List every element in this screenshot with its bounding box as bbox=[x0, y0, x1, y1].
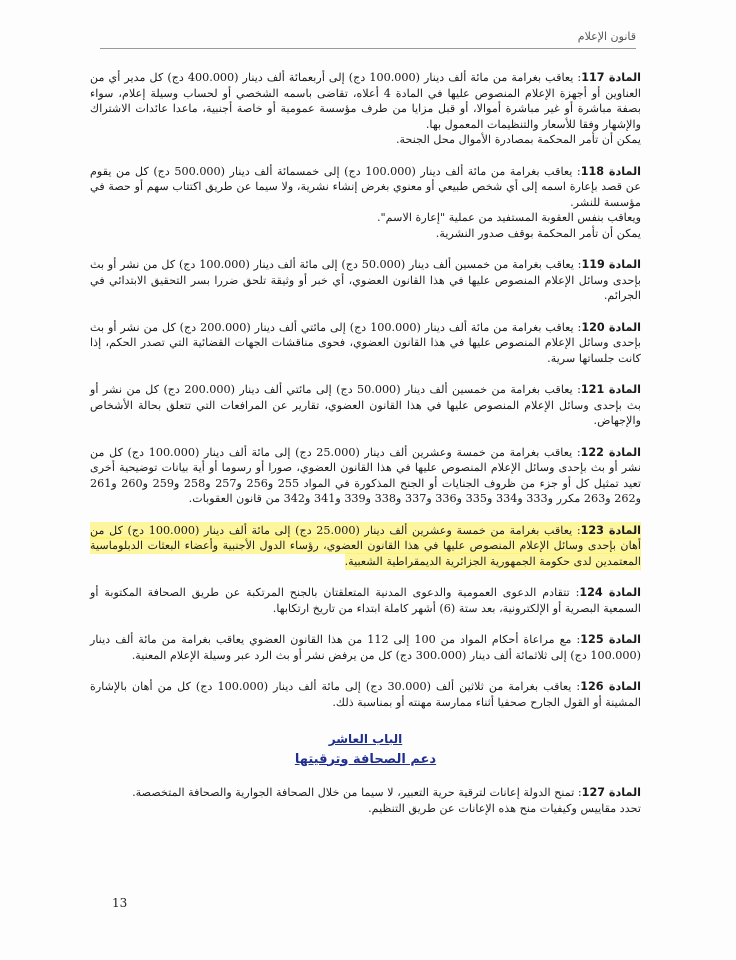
article-text: : يعاقب بغرامة من مائة ألف دينار (100.000 دج) إلى خمسمائة ألف دينار (500.000 دج) كل من يقوم عن قصد بإعارة اسمه إلى أي شخص طبيعي أو معنوي بغرض إنشاء نشرية، ولا سيما عن طريق اكتتاب سهم أو حصة في مؤسسة للنشر. bbox=[90, 164, 641, 209]
page-header bbox=[100, 28, 636, 49]
article-note: يمكن أن تأمر المحكمة بمصادرة الأموال محل الجنحة. bbox=[395, 133, 641, 146]
article-text: : يعاقب بغرامة من خمسين ألف دينار (50.000 دج) إلى مائة ألف دينار (100.000 دج) كل من نشر أو بث بإحدى وسائل الإعلام المنصوص عليها في هذا القانون العضوي، أي خبر أو وثيقة تلحق ضررا بسر التحقيق الابتدائي في الجرائم. bbox=[90, 258, 641, 302]
article-text: : يعاقب بغرامة من خمسة وعشرين ألف دينار (25.000 دج) إلى مائة ألف دينار (100.000 دج) كل من نشر أو بث بإحدى وسائل الإعلام المنصوص عليها في هذا القانون العضوي، صورا أو رسوما أو أية بيانات توضيحية أخرى تعيد تمثيل كل أو جزء من ظروف الجنايات أو الجنح المذكورة في المواد 255 و256 و257 و258 و259 و260 و261 و262 و263 مكرر و333 و334 و335 و336 و337 و338 و339 و341 و342 من قانون العقوبات. bbox=[90, 445, 641, 505]
article-label: المادة 125 bbox=[580, 633, 641, 646]
highlighted-text bbox=[90, 522, 641, 570]
header-title: قانون الإعلام bbox=[577, 30, 636, 43]
article-label: المادة 120 bbox=[581, 320, 642, 334]
article-119 bbox=[90, 257, 641, 304]
page-number: 13 bbox=[112, 896, 128, 910]
article-label: المادة 123 bbox=[580, 523, 641, 537]
chapter-title: دعم الصحافة وترقيتها bbox=[294, 751, 437, 767]
article-117 bbox=[90, 70, 641, 148]
article-126 bbox=[90, 679, 641, 710]
article-120 bbox=[90, 320, 641, 367]
article-text: : يعاقب بغرامة من مائة ألف دينار (100.000 دج) إلى مائتي ألف دينار (200.000 دج) كل من نشر أو بث بإحدى وسائل الإعلام المنصوص عليها في هذا القانون العضوي، فحوى مناقشات الجهات القضائية التي تصدر الحكم، إذا كانت جلساتها سرية. bbox=[90, 320, 641, 365]
article-125 bbox=[90, 632, 641, 663]
article-123 bbox=[90, 523, 641, 570]
article-127 bbox=[90, 785, 641, 816]
article-label: المادة 124 bbox=[579, 586, 641, 599]
article-118 bbox=[90, 164, 641, 242]
article-label: المادة 119 bbox=[581, 258, 641, 271]
chapter-number: الباب العاشر bbox=[328, 732, 403, 746]
page-content bbox=[90, 70, 641, 832]
article-text: : يعاقب بغرامة من خمسين ألف دينار (50.000 دج) إلى مائتي ألف دينار (200.000 دج) كل من نشر أو بث بإحدى وسائل الإعلام المنصوص عليها في هذا القانون العضوي، تقارير عن المرافعات التي تتعلق بحالة الأشخاص والإجهاض. bbox=[90, 383, 641, 427]
article-text: : يعاقب بغرامة من خمسة وعشرين ألف دينار (25.000 دج) إلى مائة ألف دينار (100.000 دج) كل من أهان بإحدى وسائل الإعلام المنصوص عليها في هذا القانون العضوي، رؤساء الدول الأجنبية وأعضاء البعثات الدبلوماسية المعتمدين لدى حكومة الجمهورية الجزائرية الديمقراطية الشعبية. bbox=[90, 523, 641, 568]
article-122 bbox=[90, 445, 641, 507]
article-label: المادة 127 bbox=[581, 786, 641, 799]
article-label: المادة 121 bbox=[580, 383, 641, 396]
article-label: المادة 126 bbox=[580, 680, 641, 693]
article-label: المادة 118 bbox=[580, 164, 641, 178]
article-text: : تمنح الدولة إعانات لترقية حرية التعبير، لا سيما من خلال الصحافة الجوارية والصحافة المتخصصة. bbox=[132, 786, 582, 799]
article-text: : تتقادم الدعوى العمومية والدعوى المدنية المتعلقتان بالجنح المرتكبة عن طريق الصحافة المكتوبة أو السمعية البصرية أو الإلكترونية، بعد ستة (6) أشهر كاملة ابتداء من تاريخ ارتكابها. bbox=[90, 586, 641, 615]
article-text: : مع مراعاة أحكام المواد من 100 إلى 112 من هذا القانون العضوي يعاقب بغرامة من مائة ألف دينار (100.000 دج) إلى ثلاثمائة ألف دينار (300.000 دج) كل من يرفض نشر أو بث الرد عبر وسيلة الإعلام المعنية. bbox=[90, 633, 641, 662]
article-121 bbox=[90, 382, 641, 429]
article-text: : يعاقب بغرامة من ثلاثين ألف (30.000 دج) إلى مائة ألف دينار (100.000 دج) كل من أهان بالإشارة المشينة أو القول الجارح صحفيا أثناء ممارسة مهنته أو بمناسبة ذلك. bbox=[90, 680, 641, 709]
article-text: : يعاقب بغرامة من مائة ألف دينار (100.000 دج) إلى أربعمائة ألف دينار (400.000 دج) كل مدير أي من العناوين أو أجهزة الإعلام المنصوص عليها في المادة 4 أعلاه، تقاضى باسمه الشخصي أو لحساب وسيلة إعلام، سواء بصفة مباشرة أو غير مباشرة أموالا، أو قبل مزايا من طرف مؤسسة عمومية أو خاصة أجنبية، ماعدا عائدات الاشتراك والإشهار وفقا للأسعار والتنظيمات المعمول بها. bbox=[90, 71, 641, 131]
article-label: المادة 117 bbox=[581, 71, 641, 84]
article-note: تحدد مقاييس وكيفيات منح هذه الإعانات عن طريق التنظيم. bbox=[368, 801, 641, 815]
article-extra: ويعاقب بنفس العقوبة المستفيد من عملية "إعارة الاسم". bbox=[376, 211, 641, 224]
article-label: المادة 122 bbox=[580, 445, 641, 459]
article-124 bbox=[90, 585, 641, 616]
article-note: يمكن أن تأمر المحكمة بوقف صدور النشرية. bbox=[435, 226, 641, 240]
chapter-heading bbox=[90, 732, 641, 767]
